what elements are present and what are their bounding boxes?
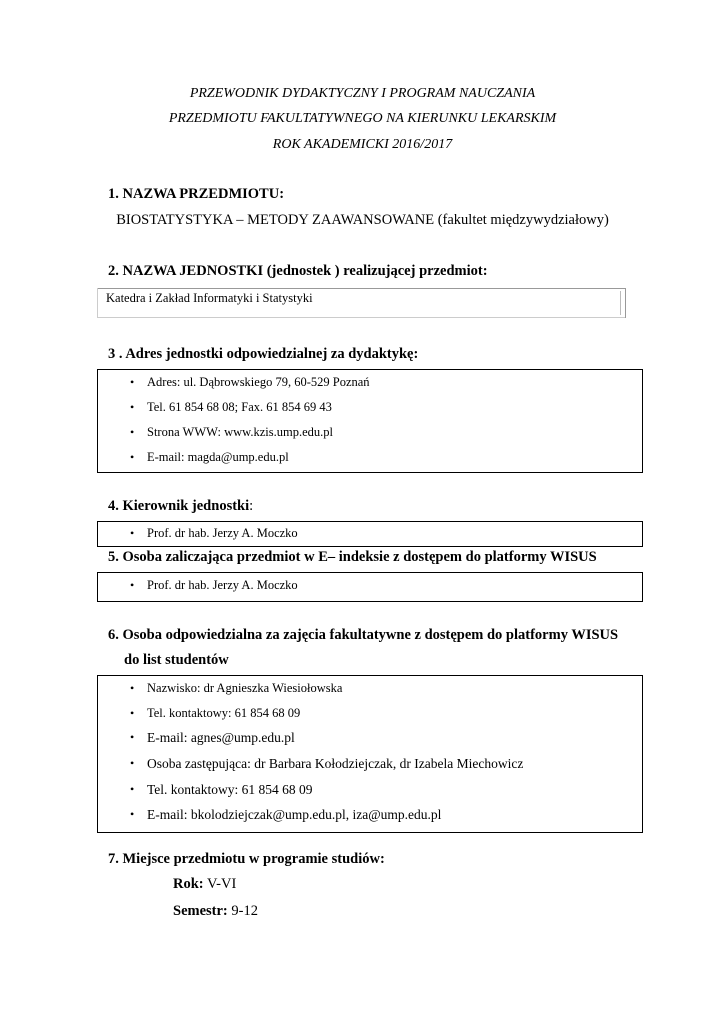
bullet-icon: • (130, 681, 135, 695)
section-2-value: Katedra i Zakład Informatyki i Statystyki (106, 291, 313, 305)
grader-name: Prof. dr hab. Jerzy A. Moczko (147, 578, 298, 592)
coordinator-name: Nazwisko: dr Agnieszka Wiesiołowska (147, 681, 343, 695)
section-4-heading-row (108, 498, 253, 515)
phone-line: Tel. 61 854 68 08; Fax. 61 854 69 43 (147, 400, 332, 414)
semester-row (173, 903, 258, 920)
substitute-emails: E-mail: bkolodziejczak@ump.edu.pl, iza@ump.edu.pl (147, 807, 442, 822)
section-7-heading: 7. Miejsce przedmiotu w programie studiów: (108, 851, 385, 867)
section-1-heading: 1. NAZWA PRZEDMIOTU: (108, 186, 285, 202)
section-6-heading-line-2: do list studentów (124, 652, 229, 668)
bullet-icon: • (130, 706, 135, 720)
substitute-names: Osoba zastępująca: dr Barbara Kołodziejczak, dr Izabela Miechowicz (147, 756, 524, 771)
bullet-icon: • (130, 756, 135, 770)
section-1-value: BIOSTATYSTYKA – METODY ZAAWANSOWANE (fakultet międzywydziałowy) (116, 212, 609, 228)
bullet-icon: • (130, 782, 135, 796)
bullet-icon: • (130, 730, 135, 744)
title-line-3: ROK AKADEMICKI 2016/2017 (272, 137, 453, 152)
title-line-2: PRZEDMIOTU FAKULTATYWNEGO NA KIERUNKU LEKARSKIM (168, 111, 557, 126)
bullet-icon: • (130, 807, 135, 821)
year-row (173, 876, 236, 893)
section-4-colon: : (249, 498, 254, 514)
bullet-icon: • (130, 425, 135, 439)
coordinator-phone: Tel. kontaktowy: 61 854 68 09 (147, 706, 301, 720)
semester-value: 9-12 (231, 903, 258, 919)
year-label: Rok: (173, 876, 204, 892)
section-5-heading: 5. Osoba zaliczająca przedmiot w E– indeksie z dostępem do platformy WISUS (108, 549, 597, 565)
head-of-unit-box (97, 521, 643, 547)
section-6-heading-line-1: 6. Osoba odpowiedzialna za zajęcia fakultatywne z dostępem do platformy WISUS (108, 627, 619, 643)
bullet-icon: • (130, 400, 135, 414)
section-2-heading: 2. NAZWA JEDNOSTKI (jednostek ) realizującej przedmiot: (108, 263, 488, 279)
section-4-heading: 4. Kierownik jednostki (108, 498, 250, 514)
head-of-unit-name: Prof. dr hab. Jerzy A. Moczko (147, 526, 298, 540)
coordinator-email: E-mail: agnes@ump.edu.pl (147, 730, 295, 745)
year-value: V-VI (207, 876, 237, 892)
bullet-icon: • (130, 375, 135, 389)
title-line-1: PRZEWODNIK DYDAKTYCZNY I PROGRAM NAUCZANIA (189, 86, 536, 101)
address-box (97, 369, 643, 473)
substitute-phone: Tel. kontaktowy: 61 854 68 09 (147, 782, 313, 797)
email-line: E-mail: magda@ump.edu.pl (147, 450, 289, 464)
website-line: Strona WWW: www.kzis.ump.edu.pl (147, 425, 333, 439)
coordinator-box (97, 675, 643, 833)
section-2-box (97, 288, 626, 318)
section-3-heading: 3 . Adres jednostki odpowiedzialnej za dydaktykę: (108, 346, 419, 362)
bullet-icon: • (130, 526, 135, 540)
bullet-icon: • (130, 578, 135, 592)
address-line: Adres: ul. Dąbrowskiego 79, 60-529 Poznań (147, 375, 370, 389)
grader-box (97, 572, 643, 602)
semester-label: Semestr: (173, 903, 228, 919)
bullet-icon: • (130, 450, 135, 464)
